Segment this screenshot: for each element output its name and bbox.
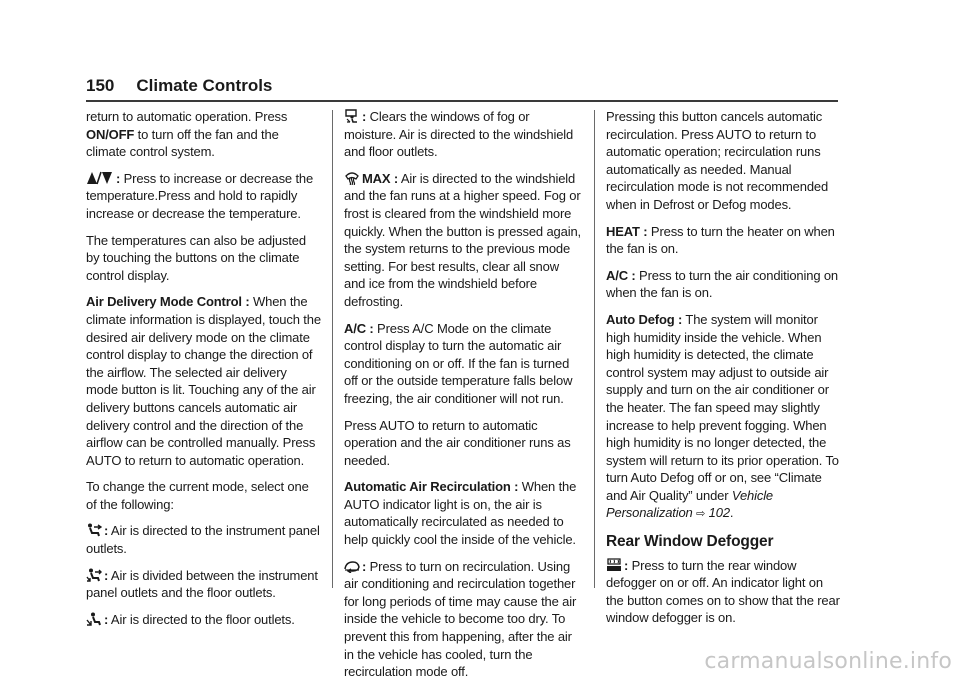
section-title: Climate Controls: [136, 76, 273, 95]
paragraph: : Press to turn on recirculation. Using air conditioning and recirculation together for long periods of time may cause the air inside the vehicle to become too dry. To prevent this from happening, after the air in the vehicle has cooled, turn the recirculation mode off.: [344, 558, 577, 680]
onoff-key: ON/OFF: [86, 126, 135, 142]
column-divider: [332, 110, 333, 588]
page-ref-arrow-icon: ⇨: [696, 508, 706, 521]
page-header: [86, 76, 838, 96]
column-1: [86, 108, 322, 637]
paragraph: return to automatic operation. Press ON/OFF to turn off the fan and the climate control system.: [86, 109, 288, 160]
paragraph: Automatic Air Recirculation : When the AUTO indicator light is on, the air is automatically recirculated as needed to help quickly cool the inside of the vehicle.: [344, 479, 577, 548]
section-heading: Rear Window Defogger: [606, 533, 774, 551]
column-2: [344, 108, 582, 690]
header-rule: [86, 100, 838, 102]
paragraph: The temperatures can also be adjusted by touching the buttons on the climate control display.: [86, 232, 306, 283]
paragraph: HEAT : Press to turn the heater on when the fan is on.: [606, 223, 835, 257]
defrost-icon: [344, 171, 360, 185]
page-ref-number[interactable]: 102: [708, 505, 730, 521]
recirculation-icon: [344, 559, 360, 573]
paragraph: : Air is directed to the instrument panel outlets.: [86, 523, 320, 557]
paragraph: MAX : Air is directed to the windshield and the fan runs at a higher speed. Fog or frost is cleared from the windshield more quickly. When the button is pressed again, the system returns to the previous mode setting. For best results, clear all snow and ice from the windshield before defrosting.: [344, 170, 581, 309]
paragraph: Air Delivery Mode Control : When the climate information is displayed, touch the desired air delivery mode on the climate control display to change the direction of the airflow. The selected air delivery mode button is lit. Touching any of the air delivery buttons cancels automatic air delivery control and the direction of the airflow can be controlled manually. Press AUTO to return to automatic operation.: [86, 294, 321, 468]
rear-defogger-icon: [606, 558, 622, 572]
paragraph: : Air is divided between the instrument panel outlets and the floor outlets.: [86, 567, 318, 601]
watermark: carmanualsonline.info: [704, 649, 952, 674]
cross-reference-link[interactable]: Vehicle Personalization: [606, 487, 774, 521]
paragraph: Press AUTO to return to automatic operation and the air conditioner runs as needed.: [344, 417, 571, 468]
column-3: [606, 108, 842, 636]
paragraph: A/C : Press A/C Mode on the climate control display to turn the automatic air conditioning on or off. If the fan is turned off or the outside temperature falls below freezing, the air conditioner will not run.: [344, 320, 573, 406]
paragraph: A/C : Press to turn the air conditioning on when the fan is on.: [606, 267, 839, 301]
bilevel-mode-icon: [86, 568, 102, 582]
paragraph: : Press to turn the rear window defogger on or off. An indicator light on the button comes on to show that the rear window defogger is on.: [606, 557, 840, 626]
temperature-up-down-icon: [86, 171, 114, 185]
paragraph: : Clears the windows of fog or moisture. Air is directed to the windshield and floor outlets.: [344, 109, 574, 160]
paragraph: Pressing this button cancels automatic recirculation. Press AUTO to return to automatic operation; recirculation runs automatically as needed. Manual recirculation mode is not recommended when in Defrost or Defog modes.: [606, 109, 829, 212]
paragraph: : Air is directed to the floor outlets.: [86, 611, 322, 629]
floor-mode-icon: [86, 612, 102, 626]
defog-mode-icon: [344, 109, 360, 123]
paragraph: To change the current mode, select one of the following:: [86, 479, 309, 512]
paragraph: : Press to increase or decrease the temperature.Press and hold to rapidly increase or decrease the temperature.: [86, 170, 314, 221]
vent-mode-icon: [86, 523, 102, 537]
page-number: 150: [86, 76, 115, 95]
column-divider: [594, 110, 595, 588]
paragraph: Auto Defog : The system will monitor high humidity inside the vehicle. When high humidity is detected, the climate control system may adjust to outside air supply and turn on the air conditioner or the heater. The fan speed may slightly increase to help prevent fogging. When high humidity is no longer detected, the system will return to its prior operation. To turn Auto Defog off or on, see “Climate and Air Quality” under Vehicle Personalization ⇨ 102.: [606, 311, 839, 521]
